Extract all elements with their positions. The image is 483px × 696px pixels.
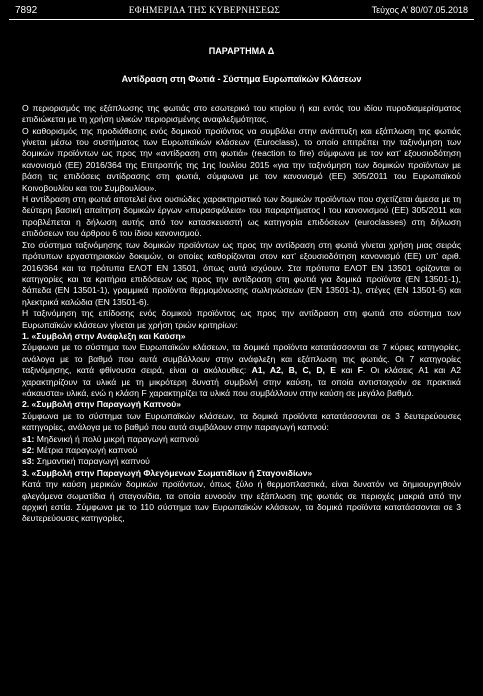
criterion-heading: 1. «Συμβολή στην Ανάφλεξη και Καύση» bbox=[22, 330, 186, 341]
criterion-text: Σύμφωνα με το σύστημα των Ευρωπαϊκών κλάσεων, τα δομικά προϊόντα κατατάσσονται σε 3 δευτερεύουσες κατηγορίες, ανάλογα με το βαθμό που αυτά συμβάλουν στην παραγωγή καπνού: bbox=[22, 410, 461, 433]
paragraph: Η ταξινόμηση της επίδοσης ενός δομικού προϊόντος ως προς την αντίδραση στη φωτιά στο σύστημα των Ευρωπαϊκών κλάσεων γίνεται με χρήση τριών κριτηρίων: bbox=[22, 308, 461, 330]
smoke-class-text: Μέτρια παραγωγή καπνού bbox=[34, 445, 138, 455]
criterion-text bbox=[22, 342, 461, 399]
criterion-text: Κατά την καύση μερικών δομικών προϊόντων, όπως ξύλο ή θερμοπλαστικά, είναι δυνατόν να δημιουργηθούν φλεγόμενα σωματίδια ή σταγονίδια, τα οποία ευνοούν την εξάπλωση της φωτιάς σε περιοχές μακριά από την αρχική εστία. Σύμφωνα με το 110 σύστημα των Ευρωπαϊκών κλάσεων, τα δομικά προϊόντα κατατάσσονται σε 3 δευτερεύουσες κατηγορίες, bbox=[22, 479, 461, 524]
paragraph: Ο καθορισμός της προδιάθεσης ενός δομικού προϊόντος να συμβάλει στην ανάπτυξη και εξάπλωση της φωτιάς γίνεται μέσω του συστήματος των Ευρωπαϊκών κλάσεων (Euroclass), το οποίο επιτρέπει την ταξινόμηση των δομικών προϊόντων ως προς την «αντίδραση στη φωτιά» (reaction to fire) σύμφωνα με τον κατ’ εξουσιοδότηση κανονισμό (ΕΕ) 2016/364 της Επιτροπής της 1ης Ιουλίου 2015 «για την ταξινόμηση των δομικών προϊόντων με βάση τις επιδόσεις αντίδρασης στη φωτιά, σύμφωνα με τον κανονισμό (ΕΕ) 305/2011 του Ευρωπαϊκού Κοινοβουλίου και του Συμβουλίου». bbox=[22, 125, 461, 193]
criterion-text-part: . Οι κλάσεις A1 και A2 χαρακτηρίζουν τα υλικά με τη μικρότερη δυνατή συμβολή στην καύση, τα οποία αντιστοιχούν σε πρακτικά «άκαυστα» υλικά, ενώ η κλάση F χαρακτηρίζει τα υλικά που συμβάλλουν στην καύση σε μεγάλο βαθμό. bbox=[22, 365, 461, 398]
journal-title: ΕΦΗΜΕΡΙΔΑ ΤΗΣ ΚΥΒΕΡΝΗΣΕΩΣ bbox=[128, 6, 281, 16]
document-body bbox=[22, 103, 461, 525]
smoke-class-text: Μηδενική ή πολύ μικρή παραγωγή καπνού bbox=[34, 433, 199, 444]
conjunction: και bbox=[335, 365, 358, 376]
list-item bbox=[22, 456, 461, 467]
class-list: A1, A2, B, C, D, E bbox=[251, 365, 336, 376]
smoke-class-code: s3: bbox=[22, 456, 35, 467]
annex-title: ΠΑΡΑΡΤΗΜΑ Δ bbox=[208, 46, 275, 56]
paragraph: Ο περιορισμός της εξάπλωσης της φωτιάς στο εσωτερικό του κτιρίου ή και εντός του ιδίου πυροδιαμερίσματος επιδιώκεται με τη χρήση υλικών περιορισμένης αναφλεξιμότητας. bbox=[22, 102, 461, 125]
class-last: F bbox=[357, 365, 363, 376]
issue-reference: Τεύχος Α’ 80/07.05.2018 bbox=[371, 5, 468, 15]
criterion-text-part: Σύμφωνα με το σύστημα των Ευρωπαϊκών κλάσεων, τα δομικά προϊόντα κατατάσσονται σε 7 κύριες κατηγορίες, ανάλογα με το βαθμό που αυτά συμβάλλουν στην ανάφλεξη και εξάπλωση της φωτιάς. Οι 7 κατηγορίες ταξινόμησης, κατά φθίνουσα σειρά, είναι οι ακόλουθες: bbox=[22, 342, 461, 376]
section-subtitle: Αντίδραση στη Φωτιά - Σύστημα Ευρωπαϊκών Κλάσεων bbox=[121, 74, 362, 85]
smoke-class-text: Σημαντική παραγωγή καπνού bbox=[34, 456, 150, 467]
smoke-class-code: s2: bbox=[22, 445, 35, 455]
paragraph: Η αντίδραση στη φωτιά αποτελεί ένα ουσιώδες χαρακτηριστικό των δομικών προϊόντων που σχετίζεται άμεσα με τη δεύτερη βασική απαίτηση δομικών έργων «πυρασφάλεια» του παραρτήματος Ι του κανονισμού (ΕΕ) 305/2011 και προβλέπεται η δήλωση αυτής από τον κατασκευαστή ως κατηγορία επιδόσεων (euroclasses) στη δήλωση επιδόσεων του άρθρου 6 του ίδιου κανονισμού. bbox=[22, 194, 461, 239]
list-item bbox=[22, 445, 461, 456]
list-item bbox=[22, 434, 461, 445]
page-number: 7892 bbox=[15, 5, 38, 16]
smoke-class-code: s1: bbox=[22, 433, 35, 444]
paragraph: Στο σύστημα ταξινόμησης των δομικών προϊόντων ως προς την αντίδραση στη φωτιά γίνεται χρήση μιας σειράς πρότυπων εργαστηριακών δοκιμών, οι οποίες καθορίζονται στον κατ’ εξουσιοδότηση κανονισμό (ΕΕ) υπ’ αριθ. 2016/364 και τα πρότυπα ΕΛΟΤ ΕΝ 13501, όπως αυτά ισχύουν. Στα πρότυπα ΕΛΟΤ ΕΝ 13501 ορίζονται οι κατηγορίες και τα κριτήρια επιδόσεων ως προς την αντίδραση στη φωτιά για δομικά προϊόντα (EN 13501-1), δάπεδα (EN 13501-1), γραμμικά προϊόντα θερμομόνωσης σωληνώσεων (EN 13501-1), στέγες (EN 13501-5) και ηλεκτρικά καλώδια (EN 13501-6). bbox=[22, 239, 461, 307]
criterion-heading: 2. «Συμβολή στην Παραγωγή Καπνού» bbox=[22, 399, 182, 410]
gazette-header bbox=[9, 0, 474, 20]
criterion-heading: 3. «Συμβολή στην Παραγωγή Φλεγόμενων Σωματιδίων ή Σταγονιδίων» bbox=[22, 467, 313, 478]
